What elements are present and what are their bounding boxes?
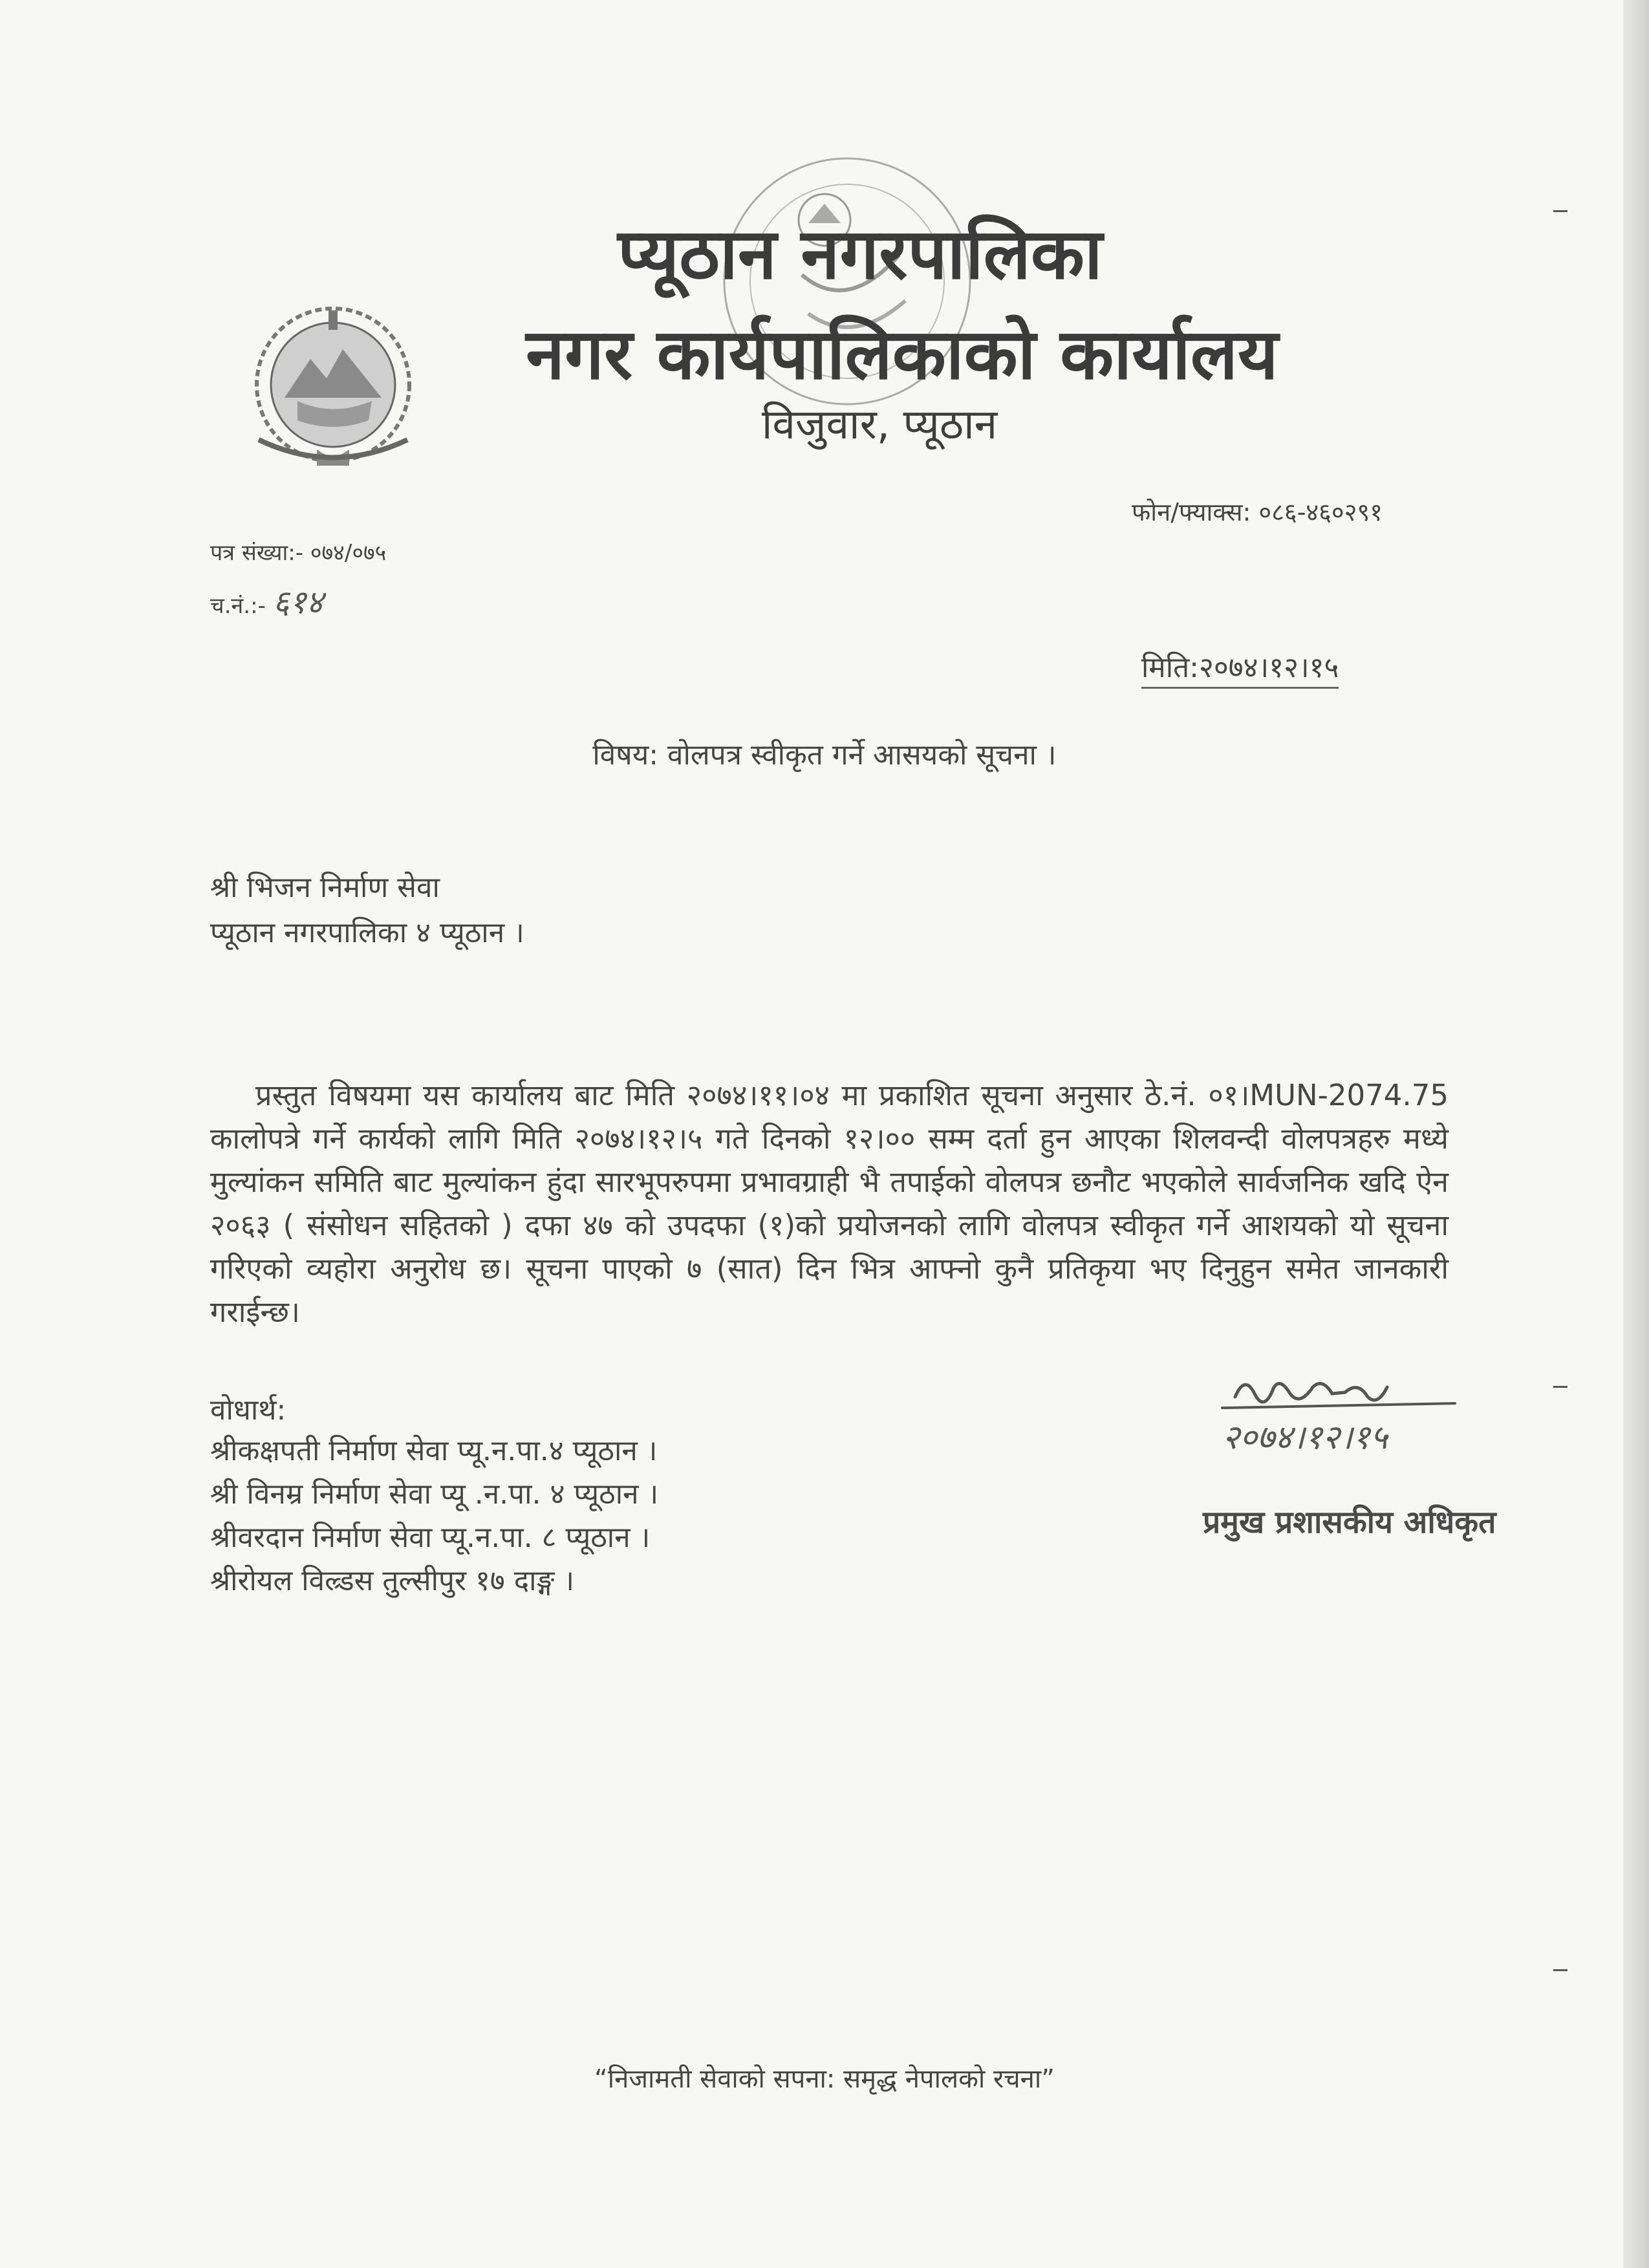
cc-item: श्री विनम्र निर्माण सेवा प्यू .न.पा. ४ प्यूठान । (210, 1478, 659, 1511)
cc-item: श्रीकक्षपती निर्माण सेवा प्यू.न.पा.४ प्यूठान । (210, 1434, 658, 1467)
scan-mark (1553, 1386, 1568, 1388)
cc-item: श्रीरोयल विल्र्डस तुल्सीपुर १७ दाङ्ग । (210, 1564, 574, 1597)
recipient-name: श्री भिजन निर्माण सेवा (210, 871, 440, 904)
letter-subject: विषय: वोलपत्र स्वीकृत गर्ने आसयको सूचना । (592, 739, 1057, 772)
office-address: विजुवार, प्यूठान (761, 401, 998, 449)
dispatch-number (210, 579, 323, 623)
recipient-address: प्यूठान नगरपालिका ४ प्यूठान । (210, 916, 524, 949)
signer-title: प्रमुख प्रशासकीय अधिकृत (1203, 1504, 1496, 1540)
cc-item: श्रीवरदान निर्माण सेवा प्यू.न.पा. ८ प्यूठान । (210, 1521, 651, 1554)
dispatch-handwritten-number: ६१४ (272, 583, 323, 621)
dispatch-label: च.नं.:- (210, 593, 266, 619)
footer-motto: “निजामती सेवाको सपना: समृद्ध नेपालको रचना” (594, 2064, 1055, 2094)
office-name: नगर कार्यपालिकाको कार्यालय (526, 314, 1278, 395)
scan-mark (1553, 1969, 1568, 1971)
cc-list (210, 1429, 658, 1603)
letter-date: मिति:२०७४।१२।१५ (1141, 647, 1339, 689)
cc-label: वोधार्थ: (210, 1394, 286, 1427)
phone-fax: फोन/फ्याक्स: ०८६-४६०२९१ (1132, 498, 1383, 526)
letter-body: प्रस्तुत विषयमा यस कार्यालय बाट मिति २०७४।११।०४ मा प्रकाशित सूचना अनुसार ठे.नं. ०१।MUN-2074.75 कालोपत्रे गर्ने कार्यको लागि मिति २०७४।१२।५ गते दिनको १२।०० सम्म दर्ता हुन आएका शिलवन्दी वोलपत्रहरु मध्ये मुल्यांकन समिति बाट मुल्यांकन हुंदा सारभूपरुपमा प्रभावग्राही भै तपाईको वोलपत्र छनौट भएकोले सार्वजनिक खदि ऐन २०६३ ( संसोधन सहितको ) दफा ४७ को उपदफा (१)को प्रयोजनको लागि वोलपत्र स्वीकृत गर्ने आशयको यो सूचना गरिएको व्यहोरा अनुरोध छ। सूचना पाएको ७ (सात) दिन भित्र आफ्नो कुनै प्रतिकृया भए दिनुहुन समेत जानकारी गराईन्छ। (210, 1078, 1449, 1329)
signature-date: २०७४।१२।१५ (1222, 1418, 1388, 1457)
letter-number: पत्र संख्या:- ०७४/०७५ (210, 540, 387, 566)
municipality-name: प्यूठान नगरपालिका (618, 214, 1103, 295)
